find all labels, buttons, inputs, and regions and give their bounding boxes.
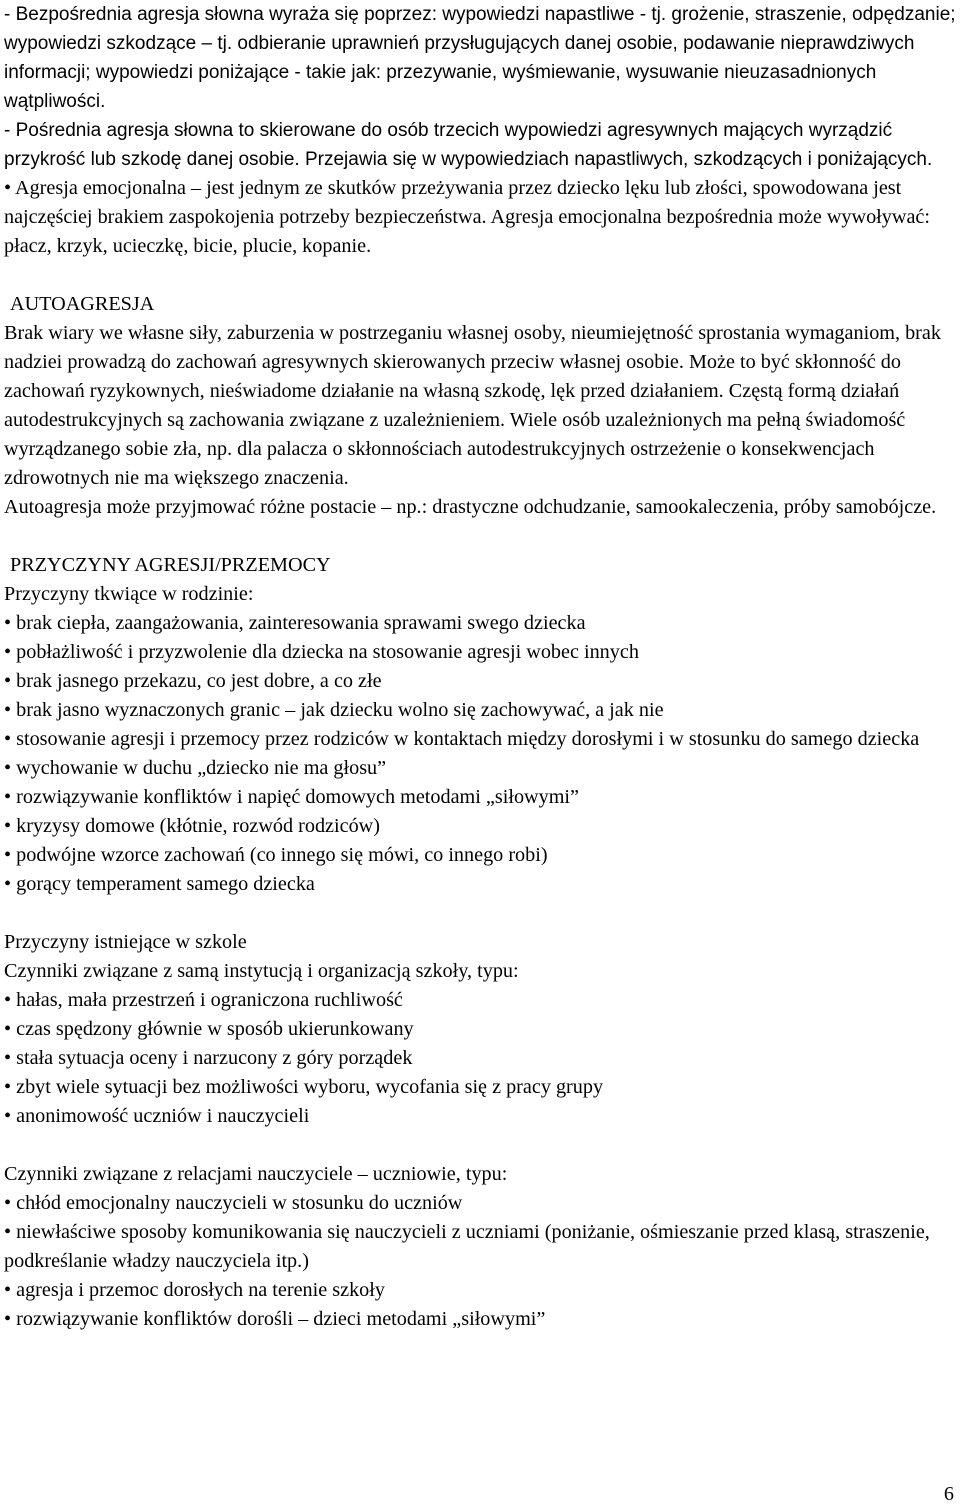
list-item: • hałas, mała przestrzeń i ograniczona ruchliwość xyxy=(4,989,403,1011)
bullet-icon: • xyxy=(4,728,12,750)
list-item: • pobłażliwość i przyzwolenie dla dziecka na stosowanie agresji wobec innych xyxy=(4,641,639,663)
list-item: • zbyt wiele sytuacji bez możliwości wyboru, wycofania się z pracy grupy xyxy=(4,1076,604,1098)
paragraph-autoagresja-description: Brak wiary we własne siły, zaburzenia w postrzeganiu własnej osoby, nieumiejętność sprostania wymaganiom, brak nadziei prowadzą do zachowań agresywnych skierowanych przeciw własnej osobie. Może to być skłonność do zachowań ryzykownych, nieświadome działanie na własną szkodę, lęk przed działaniem. Częstą formą działań autodestrukcyjnych są zachowania związane z uzależnieniem. Wiele osób uzależnionych ma pełną świadomość wyrządzanego sobie zła, np. dla palacza o skłonnościach autodestrukcyjnych ostrzeżenie o konsekwencjach zdrowotnych nie ma większego znaczenia. xyxy=(4,322,941,489)
bullet-icon: • xyxy=(4,641,12,663)
bullet-icon: • xyxy=(4,670,12,692)
list-item: • wychowanie w duchu „dziecko nie ma głosu” xyxy=(4,757,387,779)
bullet-icon: • xyxy=(4,1279,12,1301)
list-item: • kryzysy domowe (kłótnie, rozwód rodziców) xyxy=(4,815,380,837)
bullet-icon: • xyxy=(4,1192,12,1214)
list-item: • brak jasnego przekazu, co jest dobre, a co złe xyxy=(4,670,382,692)
paragraph-indirect-verbal-aggression: - Pośrednia agresja słowna to skierowane do osób trzecich wypowiedzi agresywnych mających wyrządzić przykrość lub szkodę danej osobie. Przejawia się w wypowiedziach napastliwych, szkodzących i poniżających. xyxy=(4,120,933,170)
document-page xyxy=(4,0,956,1334)
list-item: • stała sytuacja oceny i narzucony z góry porządek xyxy=(4,1047,413,1069)
list-item: • anonimowość uczniów i nauczycieli xyxy=(4,1105,310,1127)
heading-przyczyny: PRZYCZYNY AGRESJI/PRZEMOCY xyxy=(10,554,331,576)
section-title-institution-factors: Czynniki związane z samą instytucją i organizacją szkoły, typu: xyxy=(4,960,519,982)
bullet-icon: • xyxy=(4,1308,12,1330)
list-item: • czas spędzony głównie w sposób ukierunkowany xyxy=(4,1018,414,1040)
bullet-icon: • xyxy=(4,786,12,808)
paragraph-direct-verbal-aggression: - Bezpośrednia agresja słowna wyraża się poprzez: wypowiedzi napastliwe - tj. grożenie, straszenie, odpędzanie; wypowiedzi szkodzące – tj. odbieranie uprawnień przysługujących danej osobie, podawanie nieprawdziwych informacji; wypowiedzi poniżające - takie jak: przezywanie, wyśmiewanie, wysuwanie nieuzasadnionych wątpliwości. xyxy=(4,4,956,112)
list-item: • chłód emocjonalny nauczycieli w stosunku do uczniów xyxy=(4,1192,463,1214)
list-item: • stosowanie agresji i przemocy przez rodziców w kontaktach między dorosłymi i w stosunku do samego dziecka xyxy=(4,728,920,750)
heading-autoagresja: AUTOAGRESJA xyxy=(10,293,155,315)
list-item: • gorący temperament samego dziecka xyxy=(4,873,315,895)
bullet-icon: • xyxy=(4,1221,12,1243)
list-relationship-factors xyxy=(4,1189,956,1334)
bullet-icon: • xyxy=(4,1018,12,1040)
page-number: 6 xyxy=(943,1483,954,1505)
list-item: • niewłaściwe sposoby komunikowania się nauczycieli z uczniami (poniżanie, ośmieszanie przed klasą, straszenie, podkreślanie władzy nauczyciela itp.) xyxy=(4,1221,930,1272)
list-item: • podwójne wzorce zachowań (co innego się mówi, co innego robi) xyxy=(4,844,548,866)
bullet-icon: • xyxy=(4,844,12,866)
list-family-causes xyxy=(4,609,956,899)
section-title-relationship-factors: Czynniki związane z relacjami nauczyciele – uczniowie, typu: xyxy=(4,1163,508,1185)
bullet-icon: • xyxy=(4,1076,12,1098)
list-item: • brak jasno wyznaczonych granic – jak dziecku wolno się zachowywać, a jak nie xyxy=(4,699,664,721)
section-title-school-causes: Przyczyny istniejące w szkole xyxy=(4,931,247,953)
bullet-icon: • xyxy=(4,699,12,721)
bullet-icon: • xyxy=(4,757,12,779)
bullet-icon: • xyxy=(4,815,12,837)
paragraph-emotional-aggression: • Agresja emocjonalna – jest jednym ze skutków przeżywania przez dziecko lęku lub złości, spowodowana jest najczęściej brakiem zaspokojenia potrzeby bezpieczeństwa. Agresja emocjonalna bezpośrednia może wywoływać: płacz, krzyk, ucieczkę, bicie, plucie, kopanie. xyxy=(4,177,930,257)
list-item: • rozwiązywanie konfliktów dorośli – dzieci metodami „siłowymi” xyxy=(4,1308,546,1330)
list-item: • agresja i przemoc dorosłych na terenie szkoły xyxy=(4,1279,385,1301)
list-item: • rozwiązywanie konfliktów i napięć domowych metodami „siłowymi” xyxy=(4,786,579,808)
paragraph-autoagresja-forms: Autoagresja może przyjmować różne postacie – np.: drastyczne odchudzanie, samookaleczenia, próby samobójcze. xyxy=(4,496,937,518)
bullet-icon: • xyxy=(4,989,12,1011)
bullet-icon: • xyxy=(4,1105,12,1127)
bullet-icon: • xyxy=(4,873,12,895)
list-institution-factors xyxy=(4,986,956,1131)
section-title-family-causes: Przyczyny tkwiące w rodzinie: xyxy=(4,583,254,605)
bullet-icon: • xyxy=(4,1047,12,1069)
list-item: • brak ciepła, zaangażowania, zainteresowania sprawami swego dziecka xyxy=(4,612,586,634)
bullet-icon: • xyxy=(4,612,12,634)
